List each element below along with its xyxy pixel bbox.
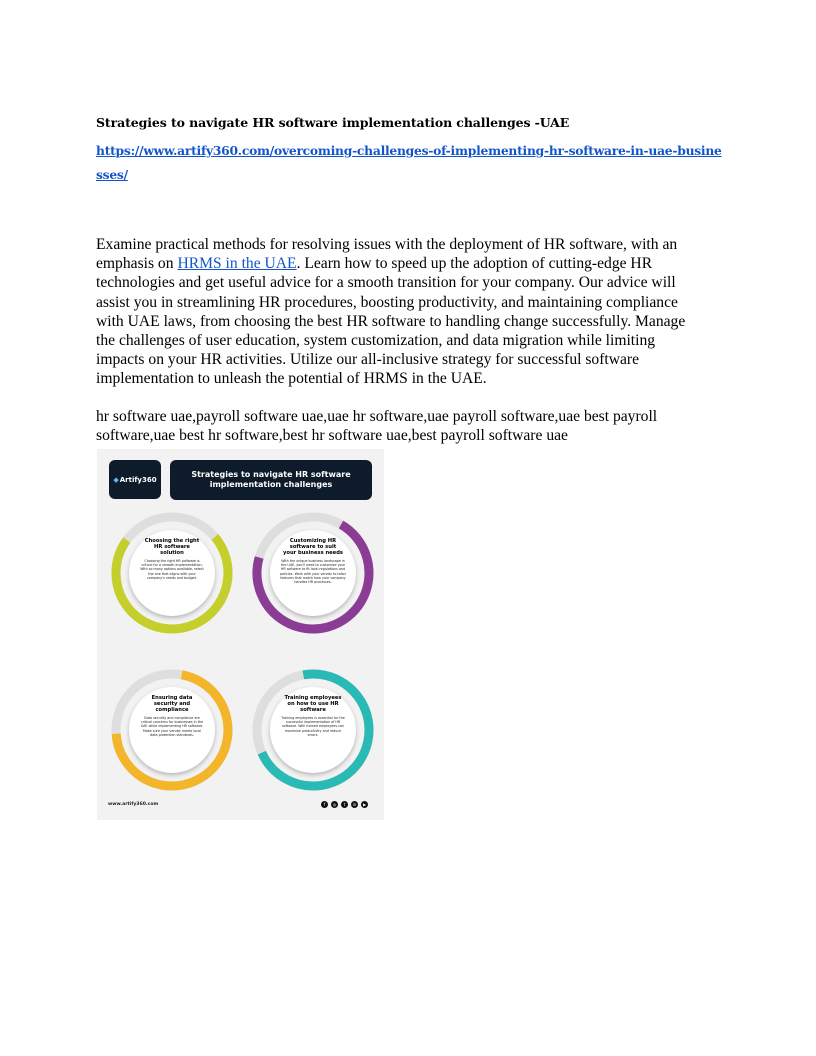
card-title: Ensuring data security and compliance: [151, 695, 193, 713]
card-training-employees: [250, 667, 376, 793]
infographic-image: [97, 449, 384, 820]
hrms-uae-link[interactable]: HRMS in the UAE: [177, 255, 297, 273]
card-customizing-software: [250, 510, 376, 636]
card-inner: [270, 530, 356, 616]
card-title: Customizing HR software to suit your business needs: [283, 538, 343, 556]
body-text-end: . Learn how to speed up the adoption of cutting-edge HR technologies and get useful advice for a smooth transition for your company. Our advice will assist you in streamlining HR procedures, boosting productivity, and maintaining compliance with UAE laws, from choosing the best HR software to handling change successfully. Manage the challenges of user education, system customization, and data migration while limiting impacts on your HR activities. Utilize our all-inclusive strategy for successful software implementation to unleash the potential of HRMS in the UAE.: [96, 255, 686, 388]
infographic-heading: Strategies to navigate HR software implementation challenges: [170, 460, 372, 500]
artify360-logo: [109, 460, 161, 499]
article-link[interactable]: https://www.artify360.com/overcoming-challenges-of-implementing-hr-software-in-uae-businesses/: [96, 143, 722, 182]
social-icons: [321, 801, 368, 808]
card-text: With the unique business landscape in the UAE, you'll need to customize your HR software to fit local regulations and policies. Work with your vendor to tailor features that match how your company handles HR processes.: [280, 559, 346, 585]
instagram-icon: ◎: [332, 801, 337, 807]
card-data-security: [109, 667, 235, 793]
card-title: Training employees on how to use HR software: [284, 695, 342, 713]
footer-website: www.artify360.com: [108, 802, 159, 807]
document-title: Strategies to navigate HR software implementation challenges -UAE: [96, 115, 570, 130]
card-text: Choosing the right HR software is critical for a smooth implementation. With so many options available, select the one that aligns with your company's needs and budget.: [140, 559, 204, 580]
card-inner: [129, 530, 215, 616]
body-text-start: Examine practical methods for resolving issues with the deployment of HR software, with an emphasis on: [96, 236, 678, 273]
youtube-icon: ▶: [362, 801, 367, 807]
card-text: Training employees is essential for the successful implementation of HR software. Well trained employees can maximize productivity and reduce errors.: [281, 716, 345, 737]
keywords-paragraph: hr software uae,payroll software uae,uae hr software,uae payroll software,uae best payroll software,uae best hr software,best hr software uae,best payroll software uae: [96, 408, 658, 445]
logo-mark-icon: ◆: [113, 475, 119, 484]
linkedin-icon: in: [352, 801, 357, 807]
logo-text: Artify360: [119, 475, 157, 484]
card-choosing-software: [109, 510, 235, 636]
card-inner: [129, 687, 215, 773]
twitter-icon: t: [341, 801, 348, 808]
facebook-icon: f: [321, 801, 328, 808]
card-title: Choosing the right HR software solution: [144, 538, 200, 556]
card-inner: [270, 687, 356, 773]
description-paragraph: [96, 235, 706, 389]
card-text: Data security and compliance are critical concerns for businesses in the UAE while implementing HR software. Make sure your vendor meets local data protection standards.: [140, 716, 204, 737]
